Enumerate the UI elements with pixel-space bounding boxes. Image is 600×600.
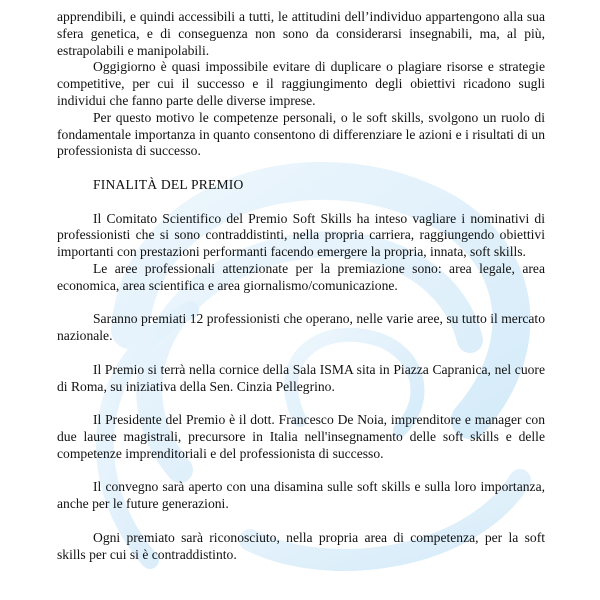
paragraph-section-3: Saranno premiati 12 professionisti che operano, nelle varie aree, su tutto il mercato nazionale. (57, 311, 545, 344)
paragraph-intro-1: apprendibili, e quindi accessibili a tutti, le attitudini dell’individuo appartengono alla sua sfera genetica, e di conseguenza non sono da considerarsi insegnabili, ma, al più, estrapolabili e manipolabili. (57, 9, 545, 58)
paragraph-intro-3: Per questo motivo le competenze personali, o le soft skills, svolgono un ruolo di fondamentale importanza in quanto consentono di differenziare le azioni e i risultati di un professionista di successo. (57, 109, 545, 159)
paragraph-section-4: Il Premio si terrà nella cornice della Sala ISMA sita in Piazza Capranica, nel cuore di Roma, su iniziativa della Sen. Cinzia Pellegrino. (57, 361, 545, 394)
paragraph-section-5: Il Presidente del Premio è il dott. Francesco De Noia, imprenditore e manager con due lauree magistrali, precursore in Italia nell'insegnamento delle soft skills e delle competenze imprenditoriali e del professionista di successo. (57, 412, 545, 461)
section-heading: FINALITÀ DEL PREMIO (93, 176, 244, 192)
paragraph-section-6: Il convegno sarà aperto con una disamina sulle soft skills e sulla loro importanza, anche per le future generazioni. (57, 479, 545, 512)
paragraph-intro-2: Oggigiorno è quasi impossibile evitare di duplicare o plagiare risorse e strategie competitive, per cui il successo e il raggiungimento degli obiettivi ricadono sugli individui che fanno parte delle diverse imprese. (57, 59, 545, 108)
document-page (57, 9, 545, 563)
paragraph-section-2: Le aree professionali attenzionate per la premiazione sono: area legale, area economica, area scientifica e area giornalismo/comunicazione. (57, 260, 545, 293)
paragraph-section-7: Ogni premiato sarà riconosciuto, nella propria area di competenza, per la soft skills per cui si è contraddistinto. (57, 529, 545, 562)
paragraph-section-1: Il Comitato Scientifico del Premio Soft Skills ha inteso vagliare i nominativi di professionisti che si sono contraddistinti, nella propria carriera, raggiungendo obiettivi importanti con prestazioni performanti facendo emergere la propria, innata, soft skills. (57, 210, 545, 260)
